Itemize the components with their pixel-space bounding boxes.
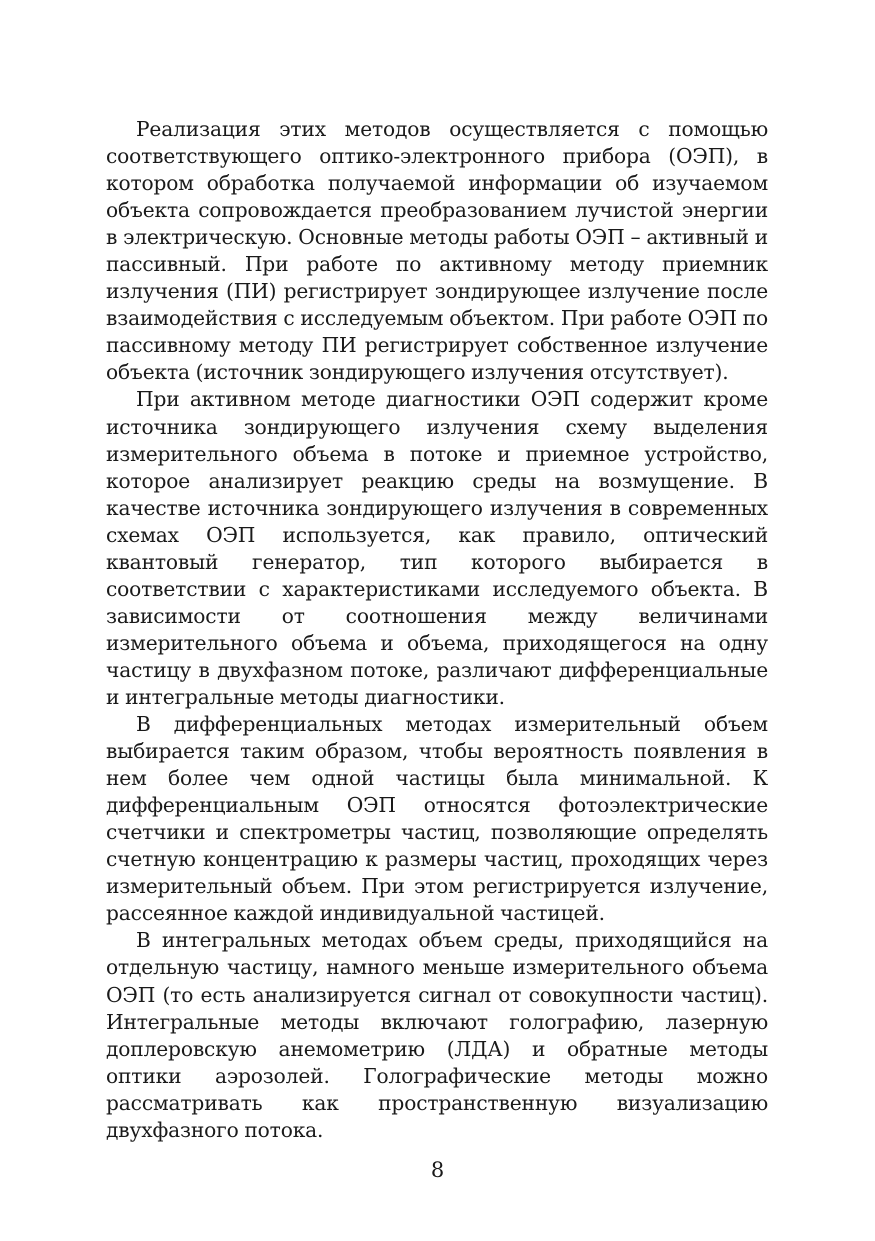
- paragraph-3: В дифференциальных методах измерительный объем выбирается таким образом, чтобы вероятность появления в нем более чем одной частицы была минимальной. К дифференциальным ОЭП относятся фотоэлектрические счетчики и спектрометры частиц, позволяющие определять счетную концентрацию к размеры частиц, проходящих через измерительный объем. При этом регистрируется излучение, рассеянное каждой индивидуальной частицей.: [106, 712, 768, 926]
- paragraph-2: При активном методе диагностики ОЭП содержит кроме источника зондирующего излучения схему выделения измерительного объема в потоке и приемное устройство, которое анализирует реакцию среды на возмущение. В качестве источника зондирующего излучения в современных схемах ОЭП используется, как правило, оптический квантовый генератор, тип которого выбирается в соответствии с характеристиками исследуемого объекта. В зависимости от соотношения между величинами измерительного объема и объема, приходящегося на одну частицу в двухфазном потоке, различают дифференциальные и интегральные методы диагностики.: [106, 387, 768, 709]
- paragraph-4: В интегральных методах объем среды, приходящийся на отдельную частицу, намного меньше измерительного объема ОЭП (то есть анализируется сигнал от совокупности частиц). Интегральные методы включают голографию, лазерную доплеровскую анемометрию (ЛДА) и обратные методы оптики аэрозолей. Голографические методы можно рассматривать как пространственную визуализацию двухфазного потока.: [106, 928, 768, 1142]
- page-body: [106, 116, 768, 1144]
- page-number: 8: [430, 1158, 445, 1182]
- paragraph-1: Реализация этих методов осуществляется с помощью соответствующего оптико-электронного прибора (ОЭП), в котором обработка получаемой информации об изучаемом объекта сопровождается преобразованием лучистой энергии в электрическую. Основные методы работы ОЭП – активный и пассивный. При работе по активному методу приемник излучения (ПИ) регистрирует зондирующее излучение после взаимодействия с исследуемым объектом. При работе ОЭП по пассивному методу ПИ регистрирует собственное излучение объекта (источник зондирующего излучения отсутствует).: [106, 117, 768, 385]
